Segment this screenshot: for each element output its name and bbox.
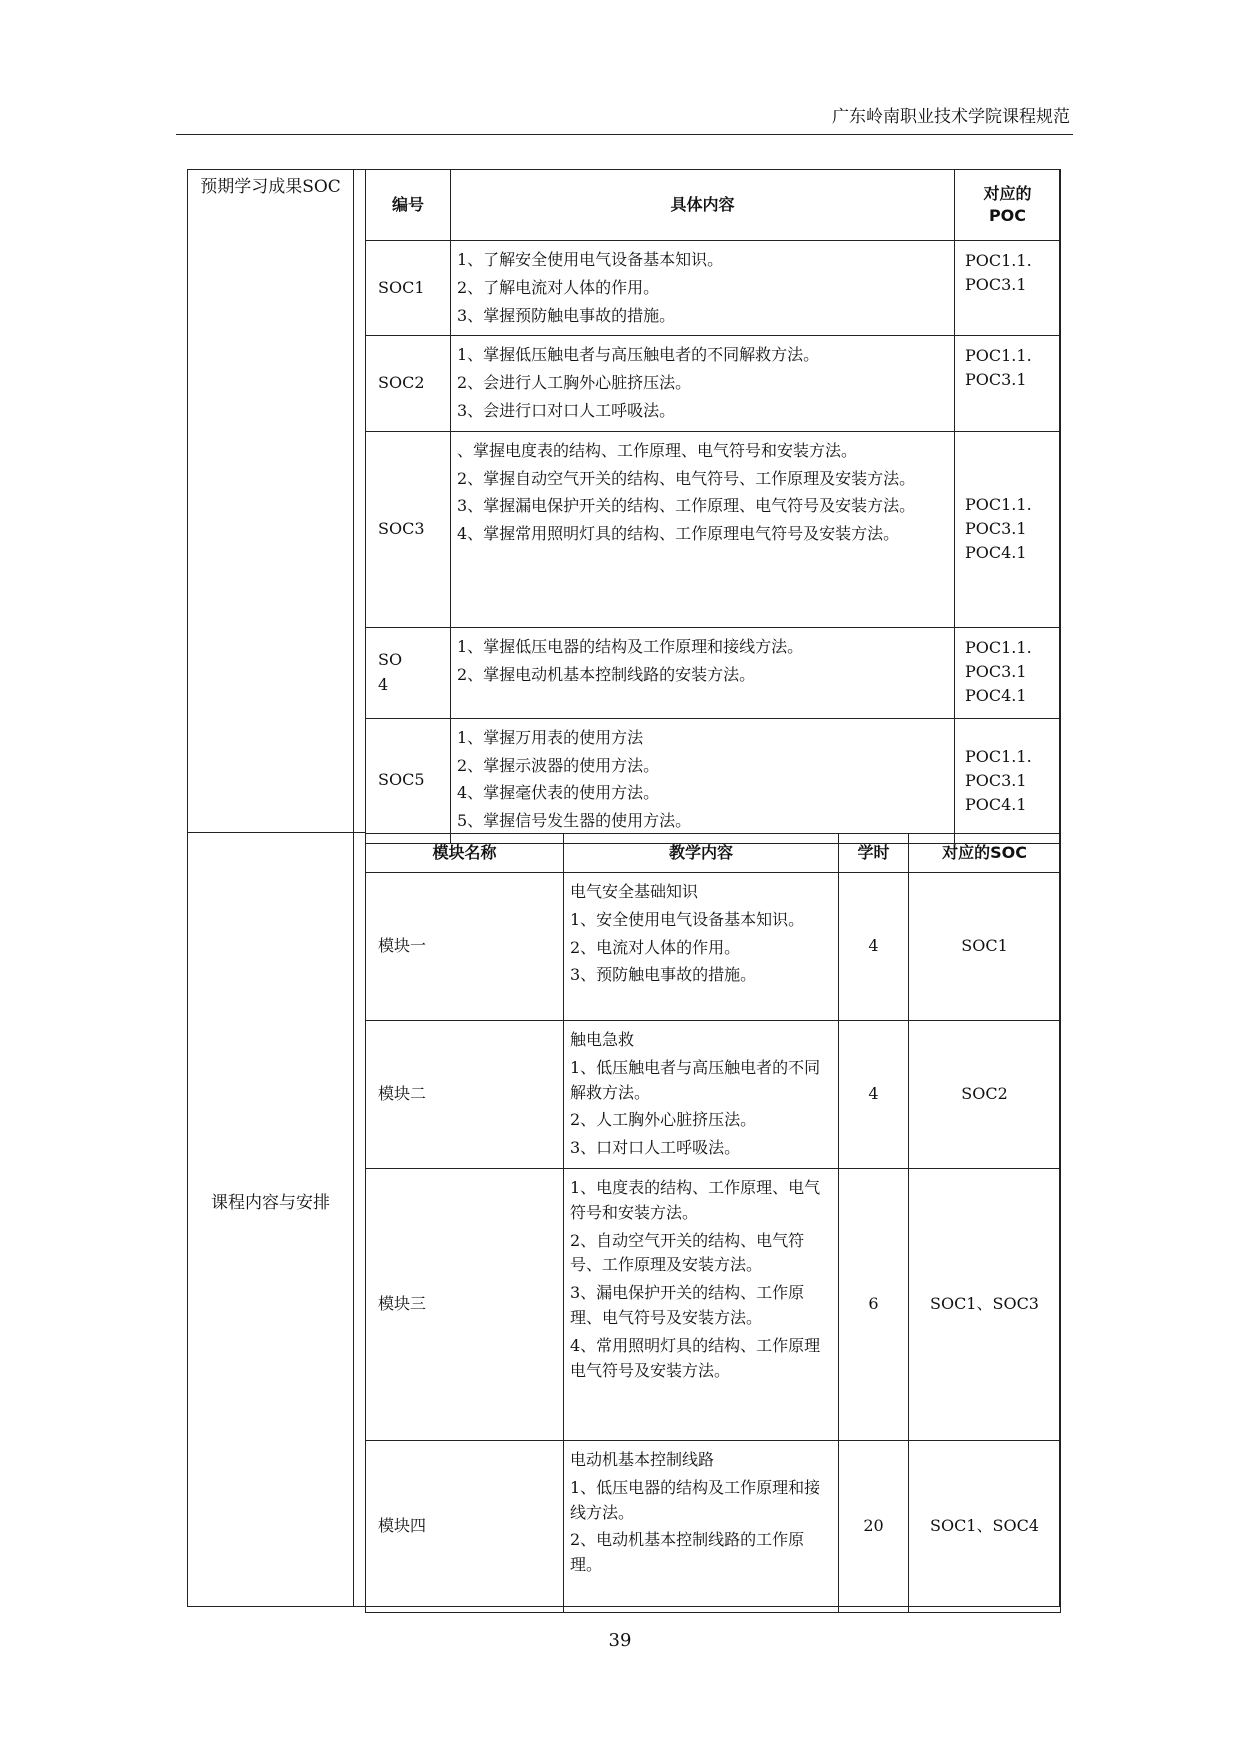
- poc-item: POC1.1.: [965, 251, 1032, 270]
- list-item: 电气安全基础知识: [570, 882, 699, 901]
- list-item: 2、人工胸外心脏挤压法。: [570, 1110, 757, 1130]
- poc-item: POC4.1: [965, 685, 1027, 705]
- list-item: 2、掌握自动空气开关的结构、电气符号、工作原理及安装方法。: [457, 468, 916, 488]
- soc-id-label: SO 4: [378, 649, 403, 694]
- module-soc: SOC2: [909, 1021, 1061, 1169]
- list-item: 2、自动空气开关的结构、电气符号、工作原理及安装方法。: [570, 1230, 805, 1275]
- table-row: [366, 241, 1061, 336]
- soc-poc: [955, 336, 1061, 431]
- list-item: 3、漏电保护开关的结构、工作原理、电气符号及安装方法。: [570, 1283, 805, 1327]
- soc-id: SOC1: [366, 241, 451, 336]
- page-header-title: 广东岭南职业技术学院课程规范: [832, 107, 1070, 127]
- module-content: [564, 1441, 839, 1613]
- header-divider: [176, 134, 1073, 135]
- soc-id: [366, 627, 451, 718]
- list-item: 4、掌握常用照明灯具的结构、工作原理电气符号及安装方法。: [457, 524, 900, 544]
- module-soc: SOC1、SOC3: [909, 1169, 1061, 1441]
- soc-col-content: 具体内容: [451, 170, 955, 241]
- module-hours: 20: [839, 1441, 909, 1613]
- list-item: 触电急救: [570, 1030, 635, 1049]
- poc-item: POC3.1: [965, 770, 1027, 790]
- section-divider: [187, 832, 365, 833]
- module-content: [564, 1169, 839, 1441]
- soc-header-row: [366, 170, 1061, 241]
- list-item: 2、电动机基本控制线路的工作原理。: [570, 1530, 805, 1575]
- course-col-hours: 学时: [839, 834, 909, 873]
- poc-item: POC3.1: [965, 661, 1027, 681]
- page-number: 39: [608, 1630, 632, 1651]
- soc-col-id: 编号: [366, 170, 451, 241]
- course-col-content: 教学内容: [564, 834, 839, 873]
- poc-item: POC3.1: [965, 370, 1027, 390]
- soc-poc: [955, 431, 1061, 627]
- list-item: 1、低压触电者与高压触电者的不同解救方法。: [570, 1057, 821, 1102]
- soc-poc: [955, 627, 1061, 718]
- table-row: [366, 336, 1061, 431]
- list-item: 3、预防触电事故的措施。: [570, 965, 757, 985]
- soc-poc: [955, 241, 1061, 336]
- soc-col-poc-label: 对应的 POC: [983, 183, 1032, 225]
- poc-item: POC3.1: [965, 519, 1027, 539]
- soc-id: SOC2: [366, 336, 451, 431]
- list-item: 2、了解电流对人体的作用。: [457, 277, 660, 297]
- poc-item: POC1.1.: [965, 495, 1032, 515]
- soc-poc: [955, 718, 1061, 843]
- soc-items: [451, 431, 955, 627]
- table-row: [366, 1169, 1061, 1441]
- list-item: 2、电流对人体的作用。: [570, 937, 741, 957]
- module-hours: 4: [839, 1021, 909, 1169]
- list-item: 4、常用照明灯具的结构、工作原理电气符号及安装方法。: [570, 1335, 821, 1380]
- label-column-divider: [353, 169, 354, 1607]
- table-row: [366, 718, 1061, 843]
- list-item: 1、安全使用电气设备基本知识。: [570, 909, 805, 929]
- module-content: [564, 873, 839, 1021]
- module-name: 模块一: [366, 873, 564, 1021]
- module-hours: 4: [839, 873, 909, 1021]
- module-name: 模块三: [366, 1169, 564, 1441]
- soc-table: [365, 169, 1061, 844]
- list-item: 2、掌握电动机基本控制线路的安装方法。: [457, 664, 756, 684]
- list-item: 1、掌握万用表的使用方法: [457, 727, 644, 747]
- list-item: 2、会进行人工胸外心脏挤压法。: [457, 373, 692, 393]
- list-item: 4、掌握毫伏表的使用方法。: [457, 783, 660, 803]
- course-col-module: 模块名称: [366, 834, 564, 873]
- poc-item: POC3.1: [965, 275, 1027, 294]
- list-item: 3、会进行口对口人工呼吸法。: [457, 400, 676, 420]
- list-item: 3、掌握漏电保护开关的结构、工作原理、电气符号及安装方法。: [457, 496, 916, 516]
- soc-section-label: 预期学习成果SOC: [200, 177, 341, 197]
- module-soc: SOC1、SOC4: [909, 1441, 1061, 1613]
- table-row: [366, 1021, 1061, 1169]
- list-item: 5、掌握信号发生器的使用方法。: [457, 811, 692, 831]
- module-name: 模块四: [366, 1441, 564, 1613]
- list-item: 1、电度表的结构、工作原理、电气符号和安装方法。: [570, 1178, 821, 1222]
- soc-id: SOC3: [366, 431, 451, 627]
- soc-items: [451, 718, 955, 843]
- poc-item: POC4.1: [965, 543, 1027, 563]
- list-item: 、掌握电度表的结构、工作原理、电气符号和安装方法。: [457, 440, 858, 460]
- poc-item: POC1.1.: [965, 746, 1032, 766]
- list-item: 1、低压电器的结构及工作原理和接线方法。: [570, 1477, 821, 1522]
- soc-items: [451, 241, 955, 336]
- list-item: 1、了解安全使用电气设备基本知识。: [457, 250, 724, 269]
- course-table: [365, 833, 1061, 1613]
- soc-items: [451, 336, 955, 431]
- list-item: 3、口对口人工呼吸法。: [570, 1138, 741, 1158]
- soc-col-poc: [955, 170, 1061, 241]
- list-item: 1、掌握低压触电者与高压触电者的不同解救方法。: [457, 345, 820, 365]
- list-item: 2、掌握示波器的使用方法。: [457, 755, 660, 775]
- table-row: [366, 627, 1061, 718]
- course-section-label: 课程内容与安排: [211, 1193, 330, 1213]
- list-item: 1、掌握低压电器的结构及工作原理和接线方法。: [457, 636, 804, 656]
- poc-item: POC1.1.: [965, 637, 1032, 657]
- soc-items: [451, 627, 955, 718]
- list-item: 3、掌握预防触电事故的措施。: [457, 305, 676, 325]
- module-name: 模块二: [366, 1021, 564, 1169]
- module-soc: SOC1: [909, 873, 1061, 1021]
- list-item: 电动机基本控制线路: [570, 1450, 715, 1469]
- module-hours: 6: [839, 1169, 909, 1441]
- table-row: [366, 873, 1061, 1021]
- poc-item: POC1.1.: [965, 346, 1032, 366]
- module-content: [564, 1021, 839, 1169]
- poc-item: POC4.1: [965, 794, 1027, 814]
- table-row: [366, 431, 1061, 627]
- soc-id: SOC5: [366, 718, 451, 843]
- course-header-row: [366, 834, 1061, 873]
- course-col-soc: 对应的SOC: [909, 834, 1061, 873]
- table-row: [366, 1441, 1061, 1613]
